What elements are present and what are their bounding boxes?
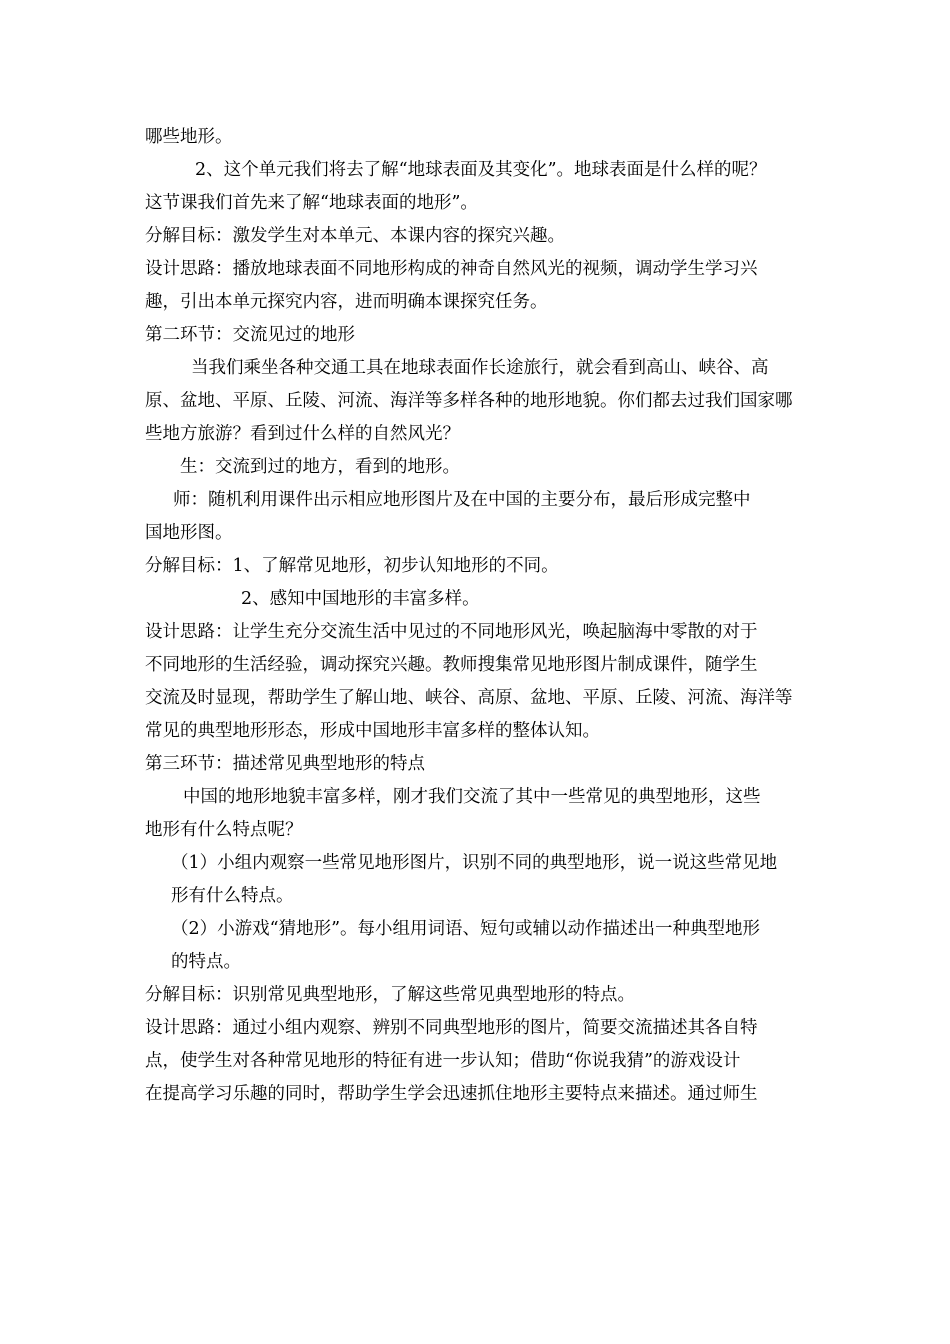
text-line: 生：交流到过的地方，看到的地形。 <box>180 457 460 477</box>
text-line: 设计思路：播放地球表面不同地形构成的神奇自然风光的视频，调动学生学习兴 <box>145 259 758 279</box>
text-line: 趣，引出本单元探究内容，进而明确本课探究任务。 <box>145 292 548 312</box>
text-line: 2、这个单元我们将去了解“地球表面及其变化”。地球表面是什么样的呢？ <box>195 160 767 180</box>
section-heading: 第二环节：交流见过的地形 <box>145 325 355 345</box>
list-item-continuation: 的特点。 <box>171 952 241 972</box>
text-line: 中国的地形地貌丰富多样，刚才我们交流了其中一些常见的典型地形，这些 <box>183 787 761 807</box>
list-item: （1）小组内观察一些常见地形图片，识别不同的典型地形，说一说这些常见地 <box>171 853 778 873</box>
list-item: （2）小游戏“猜地形”。每小组用词语、短句或辅以动作描述出一种典型地形 <box>171 919 761 939</box>
text-line: 这节课我们首先来了解“地球表面的地形”。 <box>145 193 478 213</box>
text-line: 交流及时显现，帮助学生了解山地、峡谷、高原、盆地、平原、丘陵、河流、海洋等 <box>145 688 793 708</box>
text-line: 分解目标：1、了解常见地形，初步认知地形的不同。 <box>145 556 559 576</box>
text-line: 当我们乘坐各种交通工具在地球表面作长途旅行，就会看到高山、峡谷、高 <box>191 358 769 378</box>
text-line: 分解目标：识别常见典型地形，了解这些常见典型地形的特点。 <box>145 985 635 1005</box>
text-line: 哪些地形。 <box>145 127 233 147</box>
text-line: 不同地形的生活经验，调动探究兴趣。教师搜集常见地形图片制成课件，随学生 <box>145 655 758 675</box>
text-line: 些地方旅游？看到过什么样的自然风光？ <box>145 424 460 444</box>
text-line: 原、盆地、平原、丘陵、河流、海洋等多样各种的地形地貌。你们都去过我们国家哪 <box>145 391 793 411</box>
text-line: 在提高学习乐趣的同时，帮助学生学会迅速抓住地形主要特点来描述。通过师生 <box>145 1084 758 1104</box>
text-line: 设计思路：通过小组内观察、辨别不同典型地形的图片，简要交流描述其各自特 <box>145 1018 758 1038</box>
section-heading: 第三环节：描述常见典型地形的特点 <box>145 754 425 774</box>
text-line: 国地形图。 <box>145 523 233 543</box>
text-line: 地形有什么特点呢？ <box>145 820 303 840</box>
text-line: 常见的典型地形形态，形成中国地形丰富多样的整体认知。 <box>145 721 600 741</box>
text-line: 师：随机利用课件出示相应地形图片及在中国的主要分布，最后形成完整中 <box>173 490 751 510</box>
text-line: 设计思路：让学生充分交流生活中见过的不同地形风光，唤起脑海中零散的对于 <box>145 622 758 642</box>
text-line: 点，使学生对各种常见地形的特征有进一步认知；借助“你说我猜”的游戏设计 <box>145 1051 741 1071</box>
text-line: 2、感知中国地形的丰富多样。 <box>241 589 480 609</box>
text-line: 分解目标：激发学生对本单元、本课内容的探究兴趣。 <box>145 226 565 246</box>
document-body <box>145 121 813 1111</box>
list-item-continuation: 形有什么特点。 <box>171 886 294 906</box>
